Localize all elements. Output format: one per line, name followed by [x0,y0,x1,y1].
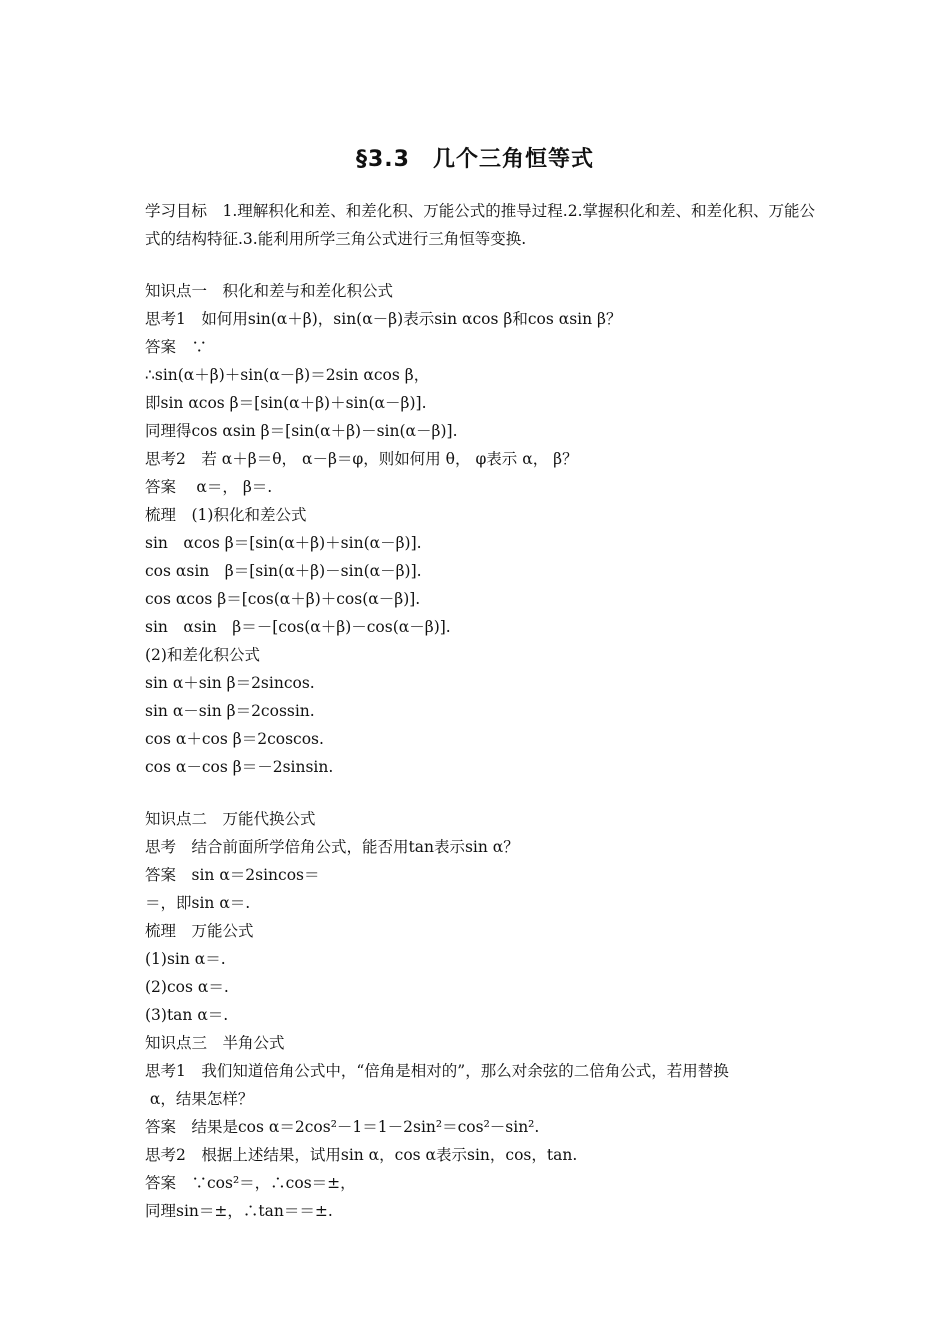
page-title: §3.3 几个三角恒等式 [356,147,594,172]
text-line: 即sin αcos β＝[sin(α＋β)＋sin(α－β)]. [145,394,427,412]
text-line: sin αsin β＝－[cos(α＋β)－cos(α－β)]. [145,618,451,636]
text-line: 梳理 (1)积化和差公式 [145,506,307,524]
text-line: 思考2 根据上述结果，试用sin α，cos α表示sin，cos，tan. [145,1146,578,1164]
text-line: (2)cos α＝. [145,978,229,996]
text-line: 答案 sin α＝2sincos＝ [145,866,320,884]
section-1 [145,277,825,781]
text-line: sin α＋sin β＝2sincos. [145,674,315,692]
text-line: ＝，即sin α＝. [145,894,251,912]
text-line: cos α－cos β＝－2sinsin. [145,758,334,776]
text-line: cos αcos β＝[cos(α＋β)＋cos(α－β)]. [145,590,421,608]
section-1-lines [145,305,825,781]
document-body [145,197,825,1225]
text-line: ∴sin(α＋β)＋sin(α－β)＝2sin αcos β， [145,366,430,384]
section-heading: 知识点三 半角公式 [145,1034,285,1052]
section-2 [145,805,825,1029]
section-3-lines [145,1057,825,1225]
text-line: 思考1 如何用sin(α＋β)，sin(α－β)表示sin αcos β和cos αsin β？ [145,310,622,328]
text-line: 梳理 万能公式 [145,922,254,940]
text-line: cos αsin β＝[sin(α＋β)－sin(α－β)]. [145,562,422,580]
text-line: sin α－sin β＝2cossin. [145,702,315,720]
section-heading: 知识点二 万能代换公式 [145,810,316,828]
section-2-lines [145,833,825,1029]
text-line: α，结果怎样？ [145,1090,254,1108]
text-line: 同理得cos αsin β＝[sin(α＋β)－sin(α－β)]. [145,422,458,440]
text-line: (1)sin α＝. [145,950,226,968]
section-heading: 知识点一 积化和差与和差化积公式 [145,282,394,300]
text-line: 答案 ∵cos²＝，∴cos＝±， [145,1174,356,1192]
text-line: 思考1 我们知道倍角公式中，“倍角是相对的”，那么对余弦的二倍角公式，若用替换 [145,1062,729,1080]
text-line: 思考2 若 α＋β＝θ， α－β＝φ，则如何用 θ， φ表示 α， β？ [145,450,578,468]
text-line: sin αcos β＝[sin(α＋β)＋sin(α－β)]. [145,534,422,552]
learning-objective: 学习目标 1.理解积化和差、和差化积、万能公式的推导过程.2.掌握积化和差、和差化积、万能公式的结构特征.3.能利用所学三角公式进行三角恒等变换. [145,202,816,248]
text-line: 答案 ∵ [145,338,208,356]
text-line: (3)tan α＝. [145,1006,229,1024]
text-line: (2)和差化积公式 [145,646,260,664]
text-line: cos α＋cos β＝2coscos. [145,730,324,748]
section-3 [145,1029,825,1225]
text-line: 思考 结合前面所学倍角公式，能否用tan表示sin α？ [145,838,519,856]
text-line: 答案 结果是cos α＝2cos²－1＝1－2sin²＝cos²－sin². [145,1118,540,1136]
text-line: 同理sin＝±，∴tan＝＝±. [145,1202,333,1220]
text-line: 答案 α＝， β＝. [145,478,273,496]
